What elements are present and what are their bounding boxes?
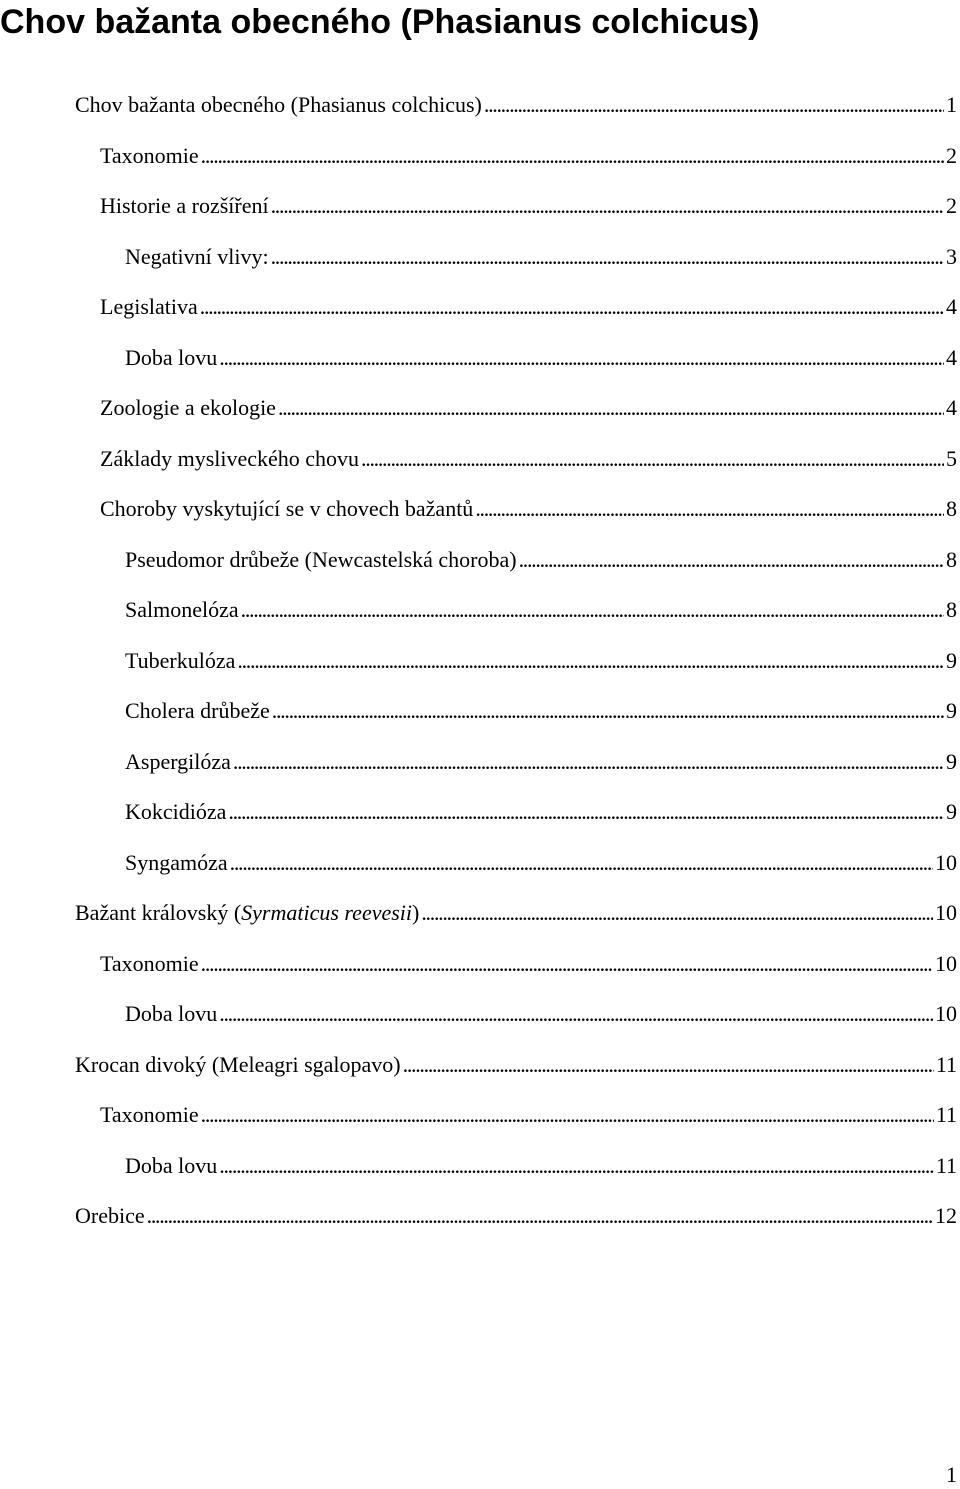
toc-entry-text: Doba lovu — [125, 1001, 218, 1026]
toc-entry[interactable] — [0, 341, 960, 392]
toc-dot-leader — [219, 997, 933, 1031]
toc-entry-text: Zoologie a ekologie — [100, 395, 276, 420]
toc-entry-text-part: ) — [412, 900, 420, 925]
toc-page-number: 4 — [946, 294, 957, 319]
toc-page-number: 9 — [946, 698, 957, 723]
toc-entry-text: Aspergilóza — [125, 748, 231, 774]
toc-page-number: 11 — [935, 1102, 957, 1127]
document-title: Chov bažanta obecného (Phasianus colchicus) — [0, 3, 760, 41]
toc-entry[interactable] — [0, 88, 960, 139]
toc-page-number: 8 — [946, 546, 957, 572]
toc-entry[interactable] — [0, 543, 960, 594]
toc-entry[interactable] — [0, 240, 960, 291]
toc-dot-leader — [219, 1149, 934, 1183]
toc-entry-text: Taxonomie — [100, 142, 199, 168]
toc-dot-leader — [230, 846, 933, 880]
toc-entry-text: Negativní vlivy: — [125, 243, 269, 269]
toc-page-number: 5 — [946, 445, 957, 471]
toc-entry-text: Taxonomie — [100, 950, 199, 976]
toc-entry[interactable] — [0, 1199, 960, 1250]
toc-page-number: 4 — [946, 395, 957, 420]
toc-dot-leader — [201, 947, 933, 981]
toc-dot-leader — [484, 88, 944, 122]
toc-page-number: 10 — [935, 849, 957, 875]
toc-page-number: 9 — [946, 748, 957, 774]
toc-entry-text: Historie a rozšíření — [100, 193, 269, 218]
toc-page-number: 1 — [946, 92, 957, 117]
table-of-contents — [0, 88, 960, 1250]
toc-page-number: 9 — [946, 799, 957, 824]
toc-page-number: 4 — [946, 344, 957, 370]
toc-dot-leader — [272, 694, 944, 728]
toc-dot-leader — [361, 442, 944, 476]
toc-entry-text — [75, 896, 419, 930]
toc-dot-leader — [403, 1048, 934, 1082]
toc-entry-text: Doba lovu — [125, 1152, 218, 1178]
toc-entry[interactable] — [0, 189, 960, 240]
toc-entry-text: Tuberkulóza — [125, 647, 236, 673]
toc-entry[interactable] — [0, 1098, 960, 1149]
toc-entry-text: Salmonelóza — [125, 597, 239, 622]
toc-entry[interactable] — [0, 442, 960, 493]
toc-entry[interactable] — [0, 290, 960, 341]
toc-dot-leader — [421, 896, 933, 930]
toc-entry[interactable] — [0, 846, 960, 897]
toc-dot-leader — [233, 745, 944, 779]
toc-dot-leader — [271, 189, 944, 223]
toc-dot-leader — [475, 492, 944, 526]
toc-dot-leader — [228, 795, 944, 829]
toc-entry[interactable] — [0, 694, 960, 745]
toc-entry[interactable] — [0, 1149, 960, 1200]
toc-entry-text: Doba lovu — [125, 344, 218, 370]
toc-page-number: 10 — [935, 950, 957, 976]
toc-dot-leader — [201, 1098, 934, 1132]
toc-entry-text-part: Bažant královský ( — [75, 900, 242, 925]
toc-entry-text: Choroby vyskytující se v chovech bažantů — [100, 496, 474, 521]
toc-dot-leader — [271, 240, 944, 274]
toc-dot-leader — [201, 139, 944, 173]
toc-dot-leader — [200, 290, 944, 324]
toc-entry[interactable] — [0, 139, 960, 190]
toc-entry[interactable] — [0, 1048, 960, 1099]
toc-entry-text-italic: Syrmaticus reevesii — [241, 900, 413, 925]
toc-entry[interactable] — [0, 644, 960, 695]
toc-entry-text: Chov bažanta obecného (Phasianus colchicus) — [75, 92, 482, 117]
toc-page-number: 11 — [935, 1152, 957, 1178]
toc-entry[interactable] — [0, 391, 960, 442]
page-number: 1 — [946, 1462, 957, 1487]
toc-entry-text: Syngamóza — [125, 849, 228, 875]
toc-entry[interactable] — [0, 896, 960, 947]
toc-page-number: 11 — [935, 1051, 957, 1077]
toc-dot-leader — [237, 644, 944, 678]
toc-page-number: 10 — [935, 900, 957, 925]
toc-entry-text: Taxonomie — [100, 1102, 199, 1127]
toc-page-number: 2 — [946, 142, 957, 168]
toc-entry-text: Orebice — [75, 1203, 145, 1228]
toc-entry-text: Kokcidióza — [125, 799, 227, 824]
toc-page-number: 8 — [946, 597, 957, 622]
toc-page-number: 10 — [935, 1001, 957, 1026]
toc-entry-text: Legislativa — [100, 294, 198, 319]
toc-dot-leader — [278, 391, 944, 425]
toc-page-number: 3 — [946, 243, 957, 269]
toc-page-number: 12 — [935, 1203, 957, 1228]
toc-entry[interactable] — [0, 997, 960, 1048]
toc-dot-leader — [147, 1199, 933, 1233]
toc-entry-text: Pseudomor drůbeže (Newcastelská choroba) — [125, 546, 517, 572]
toc-page-number: 8 — [946, 496, 957, 521]
toc-entry[interactable] — [0, 947, 960, 998]
toc-page-number: 9 — [946, 647, 957, 673]
toc-entry[interactable] — [0, 745, 960, 796]
toc-entry[interactable] — [0, 795, 960, 846]
toc-entry-text: Základy mysliveckého chovu — [100, 445, 360, 471]
toc-dot-leader — [241, 593, 944, 627]
toc-entry[interactable] — [0, 492, 960, 543]
toc-entry[interactable] — [0, 593, 960, 644]
toc-entry-text: Cholera drůbeže — [125, 698, 270, 723]
toc-dot-leader — [219, 341, 944, 375]
toc-entry-text: Krocan divoký (Meleagri sgalopavo) — [75, 1051, 401, 1077]
toc-page-number: 2 — [946, 193, 957, 218]
toc-dot-leader — [519, 543, 944, 577]
